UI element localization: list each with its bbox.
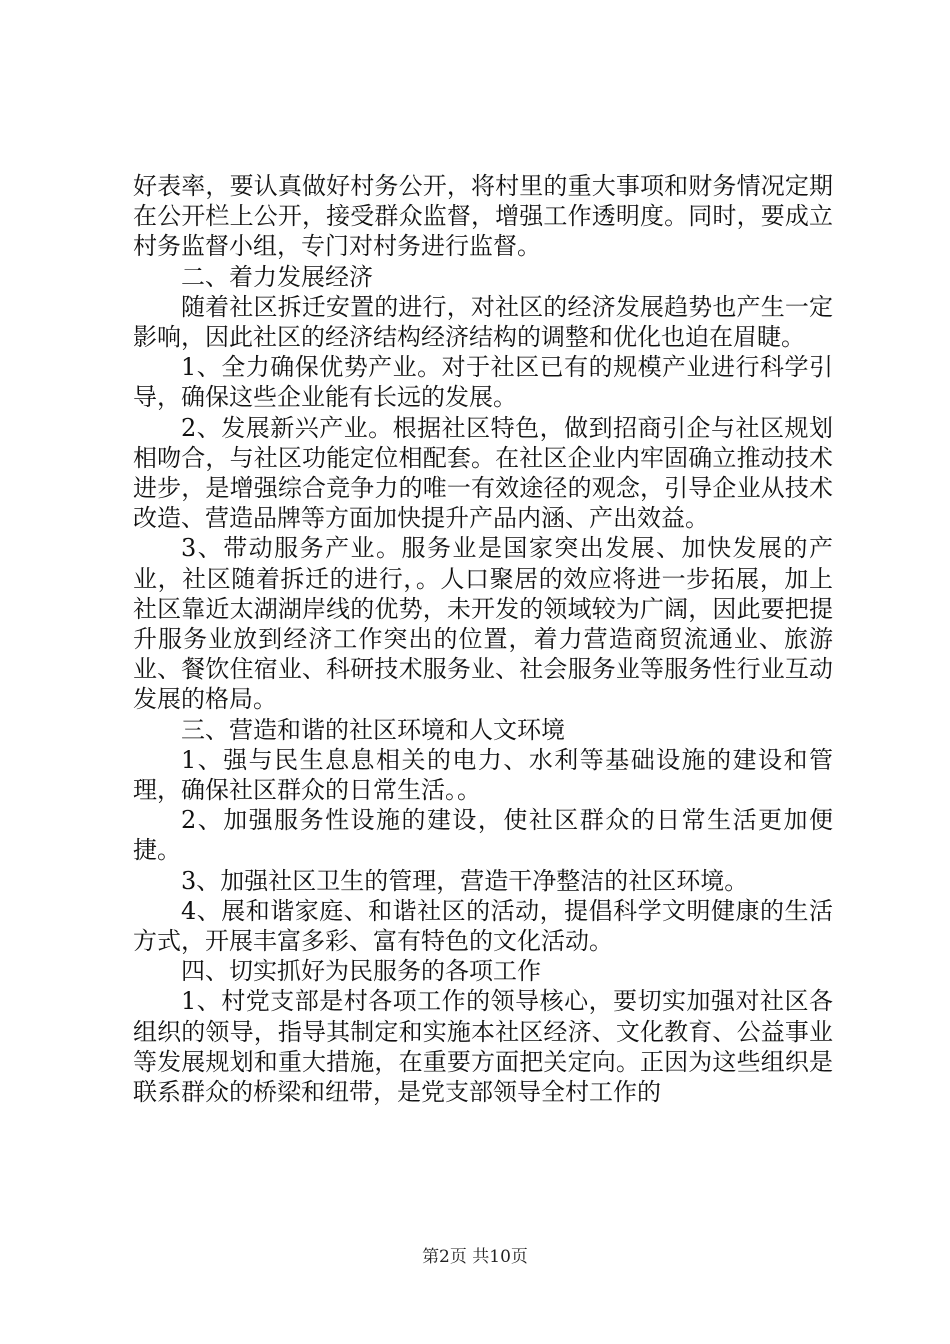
section-heading: 三、营造和谐的社区环境和人文环境 <box>181 715 565 744</box>
list-item: 1、全力确保优势产业。对于社区已有的规模产业进行科学引导，确保这些企业能有长远的发展。 <box>133 353 833 412</box>
list-item: 4、展和谐家庭、和谐社区的活动，提倡科学文明健康的生活方式，开展丰富多彩、富有特色的文化活动。 <box>133 896 833 956</box>
list-item: 2、发展新兴产业。根据社区特色，做到招商引企与社区规划相吻合，与社区功能定位相配套。在社区企业内牢固确立推动技术进步，是增强综合竞争力的唯一有效途径的观念，引导企业从技术改造、营造品牌等方面加快提升产品内涵、产出效益。 <box>133 413 833 533</box>
paragraph: 随着社区拆迁安置的进行，对社区的经济发展趋势也产生一定影响，因此社区的经济结构经济结构的调整和优化也迫在眉睫。 <box>133 292 833 352</box>
list-item: 3、带动服务产业。服务业是国家突出发展、加快发展的产业，社区随着拆迁的进行，。人口聚居的效应将进一步拓展，加上社区靠近太湖湖岸线的优势，未开发的领域较为广阔，因此要把提升服务业放到经济工作突出的位置，着力营造商贸流通业、旅游业、餐饮住宿业、科研技术服务业、社会服务业等服务性行业互动发展的格局。 <box>133 534 833 714</box>
paragraph: 好表率，要认真做好村务公开，将村里的重大事项和财务情况定期在公开栏上公开，接受群众监督，增强工作透明度。同时，要成立村务监督小组，专门对村务进行监督。 <box>133 172 833 261</box>
list-item: 2、加强服务性设施的建设，使社区群众的日常生活更加便捷。 <box>133 806 833 865</box>
document-body <box>133 171 833 1107</box>
section-heading: 四、切实抓好为民服务的各项工作 <box>181 957 541 986</box>
list-item: 3、加强社区卫生的管理，营造干净整洁的社区环境。 <box>181 866 749 895</box>
list-item: 1、强与民生息息相关的电力、水利等基础设施的建设和管理，确保社区群众的日常生活。。 <box>133 745 833 805</box>
section-heading: 二、着力发展经济 <box>181 262 373 291</box>
list-item: 1、村党支部是村各项工作的领导核心，要切实加强对社区各组织的领导，指导其制定和实施本社区经济、文化教育、公益事业等发展规划和重大措施，在重要方面把关定向。正因为这些组织是联系群众的桥梁和纽带，是党支部领导全村工作的 <box>133 987 833 1107</box>
page-number-footer: 第2页 共10页 <box>422 1247 528 1267</box>
